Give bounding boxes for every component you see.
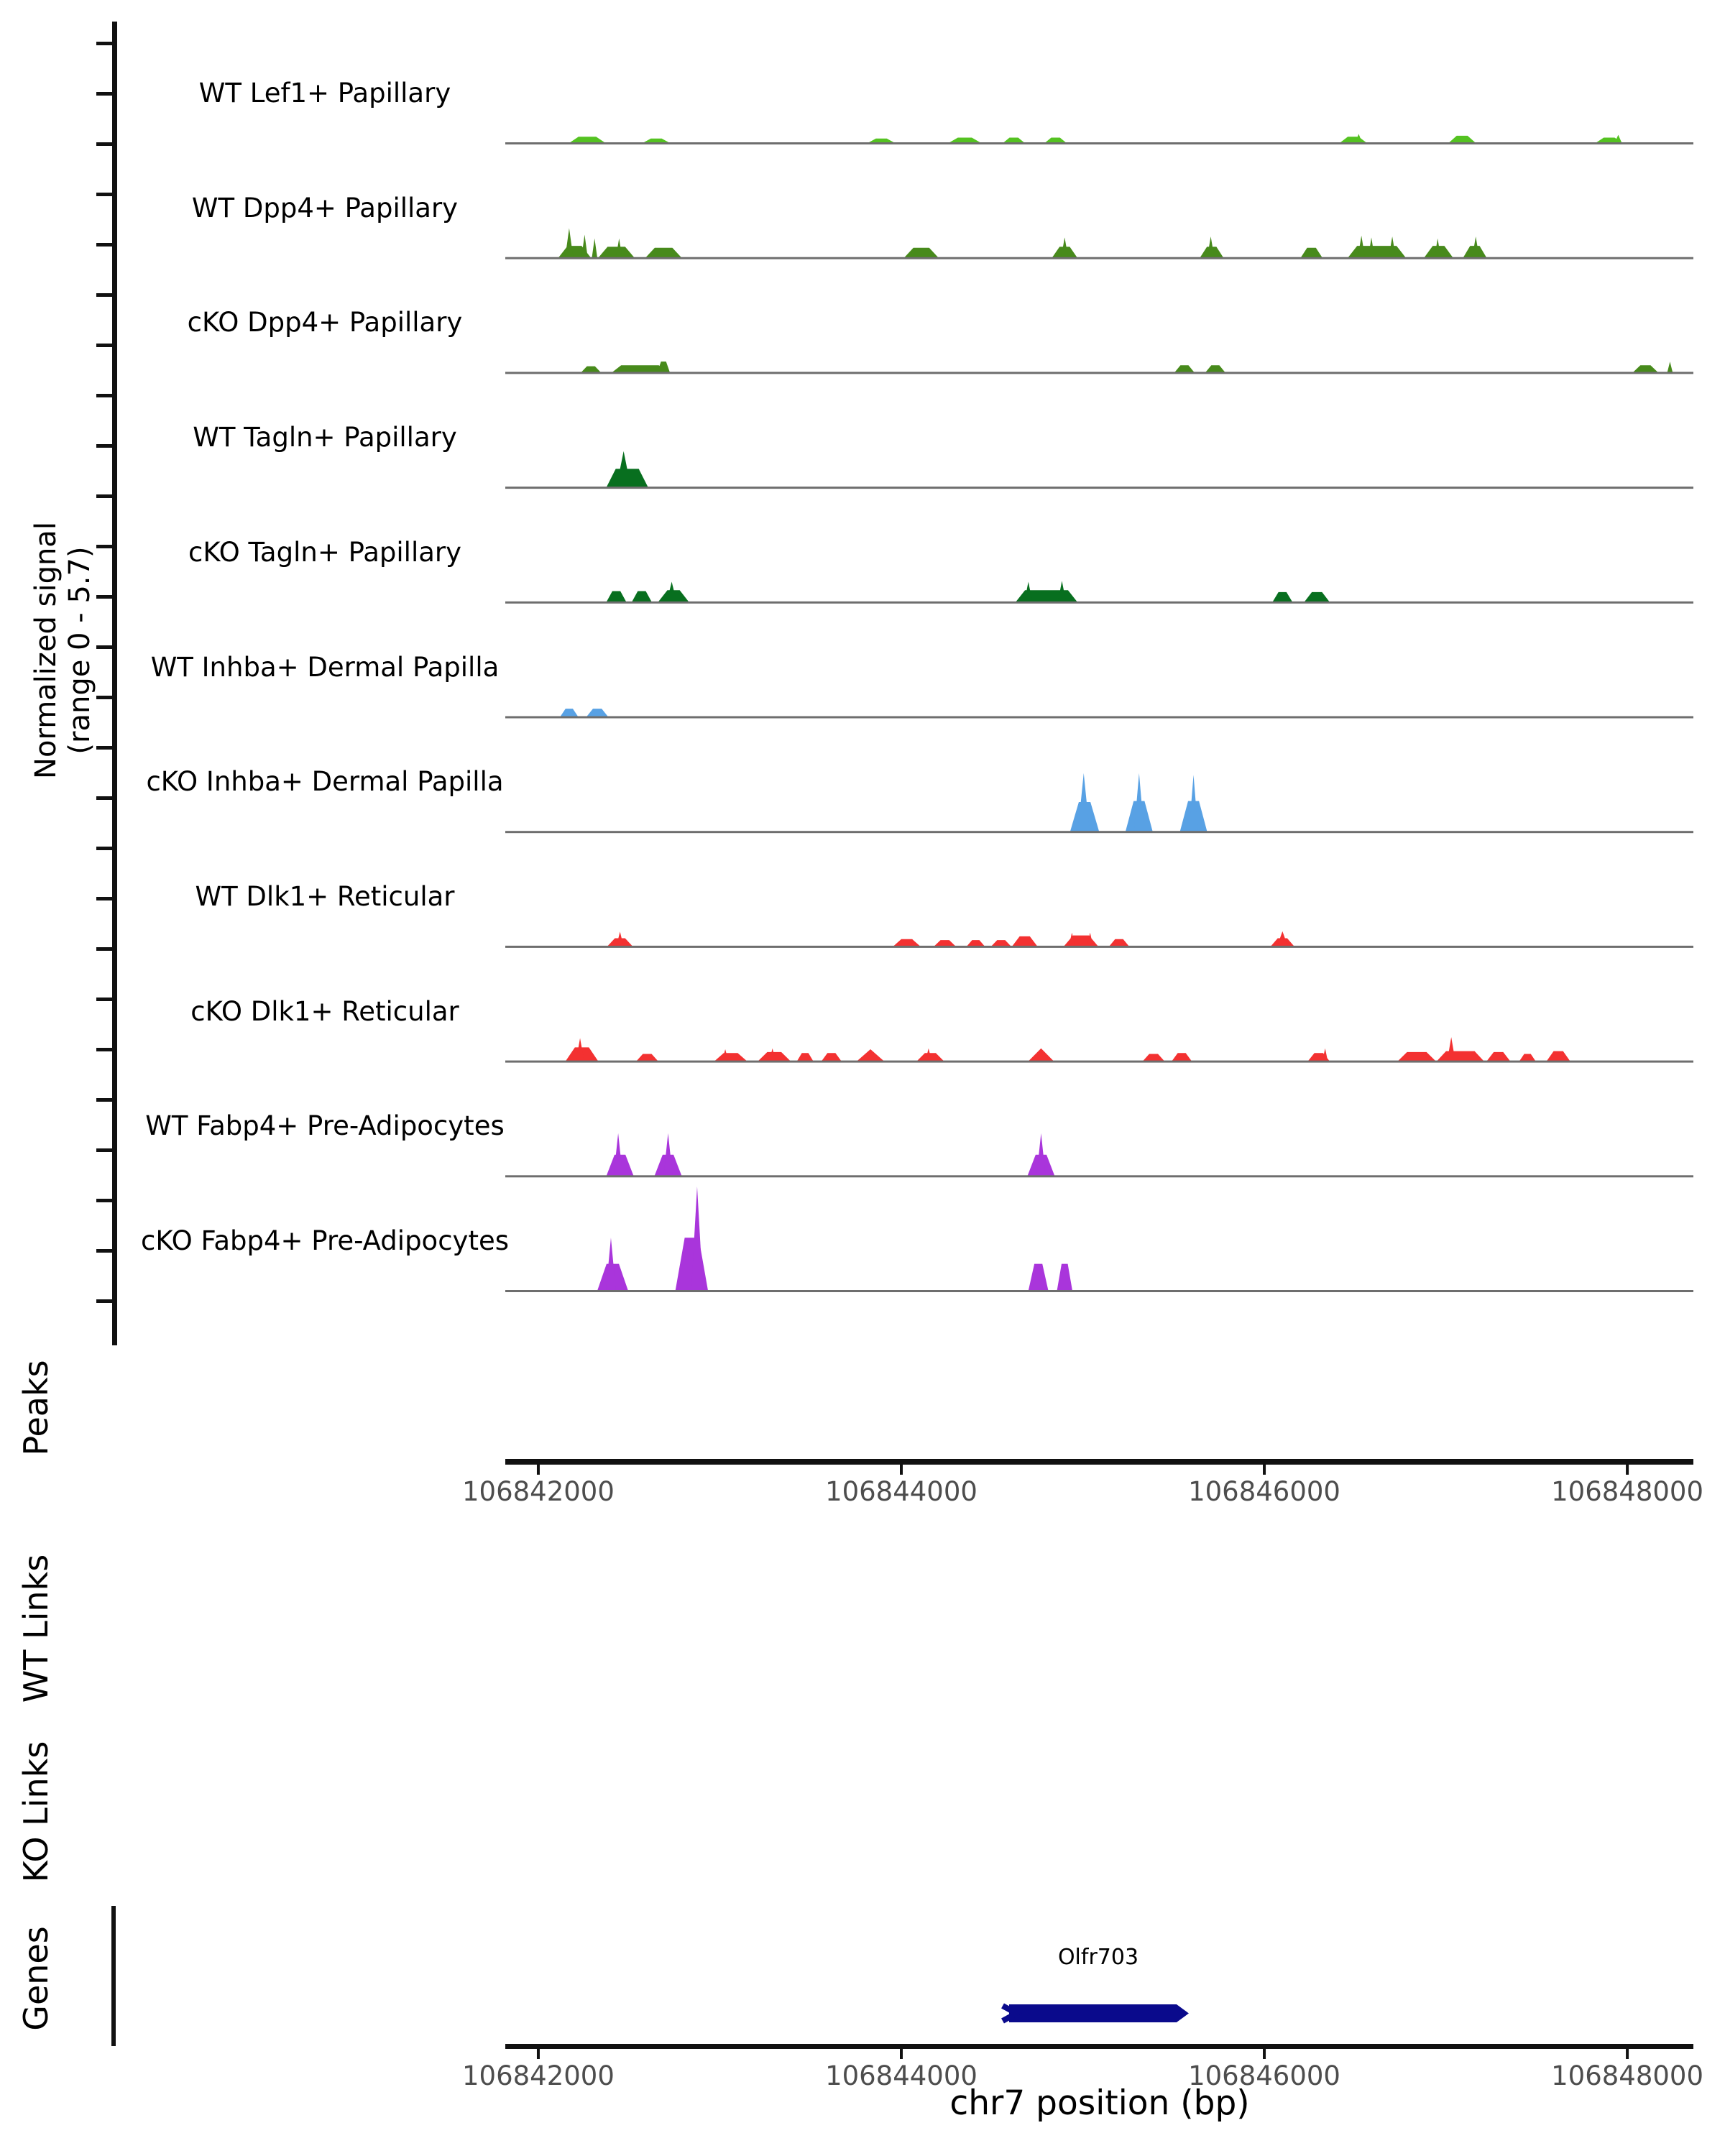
track-baseline	[505, 946, 1693, 948]
y-axis-tick	[96, 1199, 112, 1202]
track-baseline	[505, 602, 1693, 604]
signal-peak	[1301, 248, 1322, 258]
y-axis-tick	[96, 696, 112, 699]
y-axis-tick	[96, 847, 112, 850]
signal-peak	[581, 367, 601, 373]
gene-body	[1009, 2004, 1189, 2022]
signal-peak	[857, 1049, 884, 1061]
signal-peak	[1272, 592, 1292, 602]
y-axis-tick	[96, 1148, 112, 1152]
signal-peak	[949, 138, 981, 143]
y-axis-tick	[96, 1098, 112, 1102]
y-axis-label-line2: (range 0 - 5.7)	[63, 546, 96, 755]
signal-peak	[1448, 136, 1476, 143]
signal-peak	[822, 1053, 842, 1061]
signal-peak	[1174, 365, 1195, 372]
y-axis-tick	[96, 394, 112, 397]
track-baseline	[505, 831, 1693, 833]
track-label: WT Lef1+ Papillary	[198, 78, 451, 109]
y-axis-tick	[96, 344, 112, 347]
track-label: WT Dlk1+ Reticular	[195, 880, 455, 912]
signal-peak	[645, 248, 682, 258]
track-baseline	[505, 1290, 1693, 1292]
track-label: cKO Inhba+ Dermal Papilla	[146, 766, 504, 798]
y-axis-tick	[96, 293, 112, 297]
y-axis-tick	[96, 947, 112, 951]
signal-peak	[663, 1133, 673, 1176]
x-axis-line	[505, 1459, 1693, 1465]
gene-label: Olfr703	[1057, 1945, 1139, 1970]
signal-peak	[592, 239, 597, 258]
section-label-ko-links: KO Links	[17, 1741, 55, 1883]
x-axis-tick-label: 106848000	[1551, 2060, 1704, 2091]
signal-peak	[1486, 1052, 1510, 1061]
track-label: WT Tagln+ Papillary	[193, 422, 457, 453]
y-axis-tick	[96, 1048, 112, 1051]
signal-peak	[1172, 1053, 1192, 1061]
signal-peak	[1044, 138, 1066, 143]
track-baseline	[505, 1175, 1693, 1177]
x-axis-line	[505, 2044, 1693, 2049]
signal-peak	[569, 137, 606, 143]
track-baseline	[505, 372, 1693, 374]
signal-peak	[560, 709, 578, 717]
signal-peak	[1057, 1264, 1072, 1291]
signal-peak	[1029, 1049, 1054, 1061]
signal-peak	[614, 1133, 623, 1176]
signal-peak	[1003, 138, 1024, 143]
signal-peak	[1205, 365, 1225, 372]
track-label: WT Fabp4+ Pre-Adipocytes	[145, 1110, 505, 1142]
y-axis-tick	[96, 645, 112, 649]
signal-peak	[1340, 137, 1367, 143]
signal-peak	[1547, 1051, 1570, 1061]
signal-peak	[1036, 1133, 1046, 1176]
y-axis-tick	[96, 142, 112, 146]
x-axis-tick	[900, 2049, 903, 2059]
track-baseline	[505, 487, 1693, 489]
x-axis-tick-label: 106844000	[825, 1476, 978, 1507]
signal-peak	[1109, 939, 1129, 946]
x-axis-tick	[1263, 1465, 1266, 1475]
signal-peak	[1398, 1052, 1436, 1061]
track-baseline	[505, 717, 1693, 719]
section-label-wt-links: WT Links	[17, 1554, 55, 1703]
signal-peak	[893, 939, 921, 946]
signal-peak	[1305, 592, 1330, 602]
signal-peak	[991, 940, 1011, 946]
signal-peak	[1519, 1054, 1536, 1061]
signal-peak	[1348, 246, 1406, 258]
signal-peak	[607, 591, 627, 602]
x-axis-tick	[537, 2049, 540, 2059]
signal-peak	[586, 709, 608, 717]
x-axis-title: chr7 position (bp)	[949, 2083, 1250, 2123]
signal-peak	[1633, 365, 1658, 372]
signal-peak	[1668, 361, 1673, 372]
track-label: cKO Fabp4+ Pre-Adipocytes	[140, 1225, 509, 1256]
y-axis-label-line1: Normalized signal	[29, 522, 63, 779]
signal-peak	[904, 248, 939, 258]
x-axis-tick-label: 106844000	[825, 2060, 978, 2091]
signal-peak	[1143, 1054, 1164, 1061]
track-label: cKO Tagln+ Papillary	[188, 536, 462, 568]
track-label: WT Inhba+ Dermal Papilla	[150, 651, 500, 683]
x-axis-tick	[537, 1465, 540, 1475]
signal-peak	[1437, 1051, 1484, 1061]
signal-peak	[1029, 1264, 1049, 1291]
y-axis-tick	[96, 595, 112, 599]
x-axis-tick	[1263, 2049, 1266, 2059]
signal-peak	[632, 591, 652, 602]
x-axis-tick-label: 106848000	[1551, 1476, 1704, 1507]
x-axis-tick	[1626, 2049, 1629, 2059]
x-axis-tick-label: 106846000	[1188, 1476, 1340, 1507]
signal-peak	[1012, 936, 1037, 946]
track-baseline	[505, 142, 1693, 144]
x-axis-tick-label: 106846000	[1188, 2060, 1340, 2091]
x-axis-tick-label: 106842000	[462, 1476, 615, 1507]
signal-peak	[581, 235, 588, 258]
genes-axis-spine	[111, 1906, 116, 2046]
signal-peak	[565, 228, 573, 257]
signal-peak	[636, 1054, 658, 1061]
signal-peak	[1447, 1037, 1455, 1061]
track-baseline	[505, 1061, 1693, 1063]
signal-peak	[934, 940, 955, 946]
signal-peak	[714, 1053, 747, 1061]
section-label-genes: Genes	[17, 1926, 55, 2031]
y-axis-tick	[96, 746, 112, 750]
x-axis-tick	[900, 1465, 903, 1475]
track-label: WT Dpp4+ Papillary	[191, 192, 459, 224]
y-axis-tick	[96, 42, 112, 45]
signal-peak	[967, 940, 985, 946]
y-axis-tick	[96, 494, 112, 498]
x-axis-tick-label: 106842000	[462, 2060, 615, 2091]
track-label: cKO Dpp4+ Papillary	[187, 307, 463, 338]
section-label-peaks: Peaks	[17, 1360, 55, 1456]
signal-peak	[797, 1053, 814, 1061]
track-label: cKO Dlk1+ Reticular	[190, 995, 459, 1027]
y-axis-tick	[96, 243, 112, 247]
x-axis-tick	[1626, 1465, 1629, 1475]
y-axis-label	[29, 471, 97, 830]
y-axis-tick	[96, 1299, 112, 1303]
track-baseline	[505, 257, 1693, 259]
signal-peak	[1064, 936, 1098, 946]
